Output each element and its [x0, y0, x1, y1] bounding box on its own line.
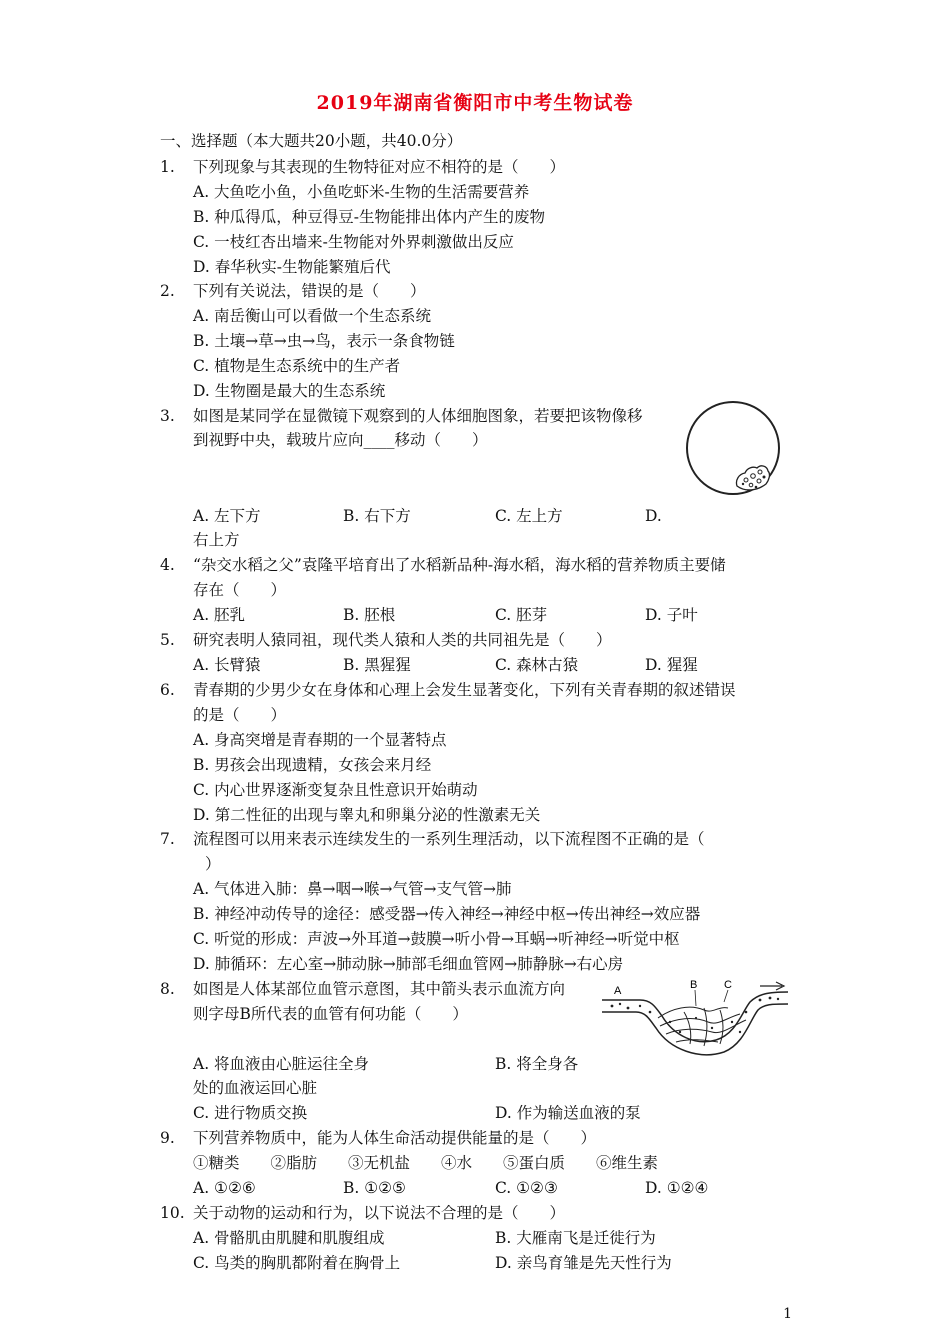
- option-a: A. ①②⑥: [193, 1179, 256, 1197]
- option-b: B. 右下方: [343, 507, 411, 525]
- option-d: D. 亲鸟育雏是先天性行为: [495, 1254, 672, 1272]
- option-b: B. 种瓜得瓜，种豆得豆-生物能排出体内产生的废物: [193, 208, 545, 226]
- option-a: A. 左下方: [193, 507, 261, 525]
- microscope-field-figure: [683, 398, 783, 498]
- option-c: C. 进行物质交换: [193, 1104, 308, 1122]
- option-c: C. 胚芽: [495, 606, 548, 624]
- question-stem-cont: 到视野中央，载玻片应向____移动（ ）: [193, 431, 488, 449]
- option-c: C. 森林古猿: [495, 656, 579, 674]
- figure-label-b: B: [690, 979, 698, 991]
- option-d: D. 猩猩: [645, 656, 698, 674]
- option-d: D. 肺循环：左心室→肺动脉→肺部毛细血管网→肺静脉→右心房: [193, 955, 624, 973]
- option-a: A. 气体进入肺：鼻→咽→喉→气管→支气管→肺: [193, 880, 512, 898]
- option-b: B. ①②⑤: [343, 1179, 406, 1197]
- question-stem: 下列现象与其表现的生物特征对应不相符的是（ ）: [193, 158, 566, 176]
- option-a: A. 骨骼肌由肌腱和肌腹组成: [193, 1229, 385, 1247]
- option-d: D. 第二性征的出现与睾丸和卵巢分泌的性激素无关: [193, 806, 541, 824]
- option-b: B. 胚根: [343, 606, 396, 624]
- question-number: 9.: [160, 1129, 175, 1147]
- question-stem: 如图是人体某部位血管示意图，其中箭头表示血流方向: [193, 980, 566, 998]
- section-heading: 一、选择题（本大题共20小题，共40.0分）: [160, 132, 463, 150]
- option-d-cont: 右上方: [193, 531, 240, 549]
- question-stem: “杂交水稻之父”袁隆平培育出了水稻新品种-海水稻，海水稻的营养物质主要储: [193, 556, 726, 574]
- question-stem: 下列营养物质中，能为人体生命活动提供能量的是（ ）: [193, 1129, 597, 1147]
- option-c: C. 内心世界逐渐变复杂且性意识开始萌动: [193, 781, 478, 799]
- question-items: ①糖类 ②脂肪 ③无机盐 ④水 ⑤蛋白质 ⑥维生素: [193, 1154, 659, 1172]
- option-b-cont: 处的血液运回心脏: [193, 1079, 318, 1097]
- option-c: C. ①②③: [495, 1179, 558, 1197]
- option-b: B. 大雁南飞是迁徙行为: [495, 1229, 656, 1247]
- option-d: D. 春华秋实-生物能繁殖后代: [193, 258, 391, 276]
- question-number: 7.: [160, 830, 175, 848]
- page-number: 1: [783, 1306, 792, 1322]
- question-number: 6.: [160, 681, 175, 699]
- question-stem: 如图是某同学在显微镜下观察到的人体细胞图象，若要把该物像移: [193, 407, 643, 425]
- question-number: 4.: [160, 556, 175, 574]
- option-d: D. 作为输送血液的泵: [495, 1104, 641, 1122]
- question-stem: 研究表明人猿同祖，现代类人猿和人类的共同祖先是（ ）: [193, 631, 612, 649]
- question-stem: 流程图可以用来表示连续发生的一系列生理活动，以下流程图不正确的是（: [193, 830, 705, 848]
- question-number: 8.: [160, 980, 175, 998]
- question-stem: 下列有关说法，错误的是（ ）: [193, 282, 426, 300]
- option-d: D. ①②④: [645, 1179, 709, 1197]
- figure-label-c: C: [724, 979, 732, 991]
- question-number: 10.: [160, 1204, 185, 1222]
- option-a: A. 将血液由心脏运往全身: [193, 1055, 370, 1073]
- question-number: 1.: [160, 158, 175, 176]
- option-c: C. 听觉的形成：声波→外耳道→鼓膜→听小骨→耳蜗→听神经→听觉中枢: [193, 930, 680, 948]
- option-b: B. 黑猩猩: [343, 656, 411, 674]
- option-c: C. 一枝红杏出墙来-生物能对外界刺激做出反应: [193, 233, 514, 251]
- question-stem-cont: 的是（ ）: [193, 706, 287, 724]
- question-stem-cont: 存在（ ）: [193, 581, 287, 599]
- option-a: A. 南岳衡山可以看做一个生态系统: [193, 307, 432, 325]
- option-d: D. 子叶: [645, 606, 698, 624]
- question-stem: 青春期的少男少女在身体和心理上会发生显著变化，下列有关青春期的叙述错误: [193, 681, 736, 699]
- option-d: D.: [645, 507, 662, 525]
- question-number: 2.: [160, 282, 175, 300]
- question-stem-cont: 则字母B所代表的血管有何功能（ ）: [193, 1005, 468, 1023]
- blood-vessel-figure: [600, 972, 790, 1062]
- option-a: A. 大鱼吃小鱼，小鱼吃虾米-生物的生活需要营养: [193, 183, 530, 201]
- option-b: B. 男孩会出现遗精，女孩会来月经: [193, 756, 432, 774]
- option-c: C. 左上方: [495, 507, 563, 525]
- page-title: 2019年湖南省衡阳市中考生物试卷: [316, 92, 634, 114]
- question-stem-cont: ）: [205, 855, 221, 873]
- question-number: 3.: [160, 407, 175, 425]
- option-b: B. 神经冲动传导的途径：感受器→传入神经→神经中枢→传出神经→效应器: [193, 905, 701, 923]
- option-b: B. 土壤→草→虫→鸟，表示一条食物链: [193, 332, 455, 350]
- option-a: A. 长臂猿: [193, 656, 261, 674]
- figure-label-a: A: [614, 985, 622, 997]
- option-d: D. 生物圈是最大的生态系统: [193, 382, 386, 400]
- question-stem: 关于动物的运动和行为，以下说法不合理的是（ ）: [193, 1204, 566, 1222]
- question-number: 5.: [160, 631, 175, 649]
- option-b: B. 将全身各: [495, 1055, 579, 1073]
- option-a: A. 胚乳: [193, 606, 246, 624]
- option-a: A. 身高突增是青春期的一个显著特点: [193, 731, 447, 749]
- option-c: C. 植物是生态系统中的生产者: [193, 357, 401, 375]
- option-c: C. 鸟类的胸肌都附着在胸骨上: [193, 1254, 401, 1272]
